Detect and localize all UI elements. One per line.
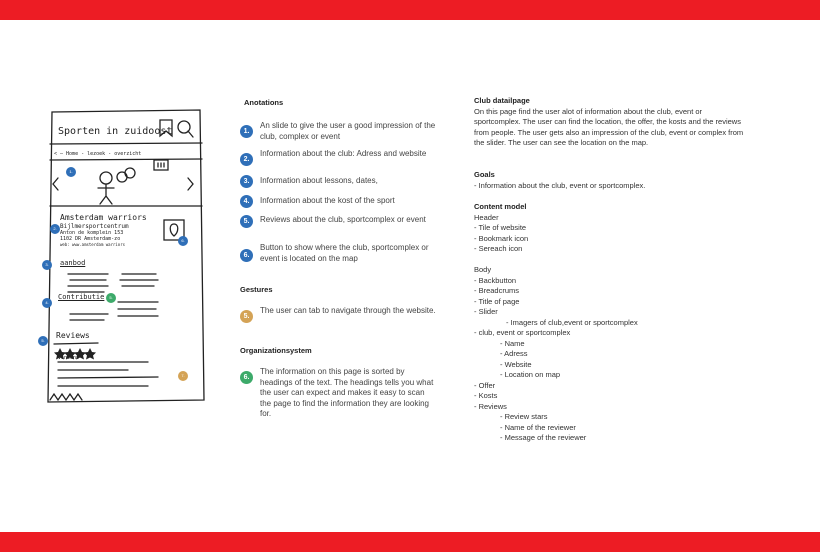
sketch-marker-5-green: 5.: [106, 293, 116, 303]
sketch-address-line2: Anton de komplein 153: [60, 230, 124, 236]
goals-text: - Information about the club, event or sportcomplex.: [474, 180, 646, 190]
header-divider: [50, 143, 202, 144]
annotation-badge-6: 6.: [240, 249, 253, 262]
gestures-heading: Gestures: [240, 285, 273, 294]
organizationsystem-text: The information on this page is sorted by headings of the text. The headings tells you what the user can expect and makes it easy to scan the page to find the information they are looking for.: [260, 367, 434, 418]
sketch-contribution-heading: Contributie: [58, 293, 105, 301]
content-body-item: - Message of the reviewer: [500, 433, 587, 442]
content-body-item: - Adress: [500, 349, 528, 358]
content-header-item: - Tile of website: [474, 223, 527, 232]
sketch-reviewer-name: vincent: [58, 355, 80, 361]
sketch-marker-6: 6.: [178, 236, 188, 246]
details-intro-line: sportcomplex. The user can find the location, the offer, the kosts and the reviews: [474, 117, 741, 126]
content-body-label: Body: [474, 265, 492, 274]
content-body-item: - Slider: [474, 307, 498, 316]
sketch-address-line3: 1102 DR Amsterdam-zo: [60, 236, 121, 242]
content-header-item: - Sereach icon: [474, 244, 523, 253]
content-body-item: - Kosts: [474, 391, 498, 400]
organizationsystem-badge: 6.: [240, 371, 253, 384]
sketch-reviews-heading: Reviews: [56, 331, 90, 340]
content-body-item: - Name: [500, 338, 525, 348]
annotation-badge-4: 4.: [240, 195, 253, 208]
annotation-badge-1: 1.: [240, 125, 253, 138]
annotation-text-2: Information about the club: Adress and website: [260, 149, 427, 158]
sketch-address-line1: Bijlmersportcentrum: [60, 223, 129, 230]
goals-heading: Goals: [474, 170, 495, 179]
sketch-breadcrumb: < — Home - lezoek - overzicht: [54, 151, 142, 157]
top-red-bar: [0, 0, 820, 20]
content-body-item: - Website: [500, 359, 532, 369]
sketch-marker-5: 5.: [38, 336, 48, 346]
sketch-header-title: Sporten in zuidoost: [58, 126, 173, 137]
content-body-item: - Name of the reviewer: [500, 422, 576, 432]
content-body-item: - Offer: [474, 380, 496, 390]
details-intro-line: the slider. The user can see the location on the map.: [474, 138, 649, 147]
annotation-badge-3: 3.: [240, 175, 253, 188]
bottom-red-bar: [0, 532, 820, 552]
annotation-text-1: An slide to give the user a good impression of the club, complex or event: [260, 121, 436, 141]
details-intro-line: On this page find the user alot of information about the club, event or: [474, 106, 703, 116]
content-body-item: - Backbutton: [474, 275, 517, 285]
annotation-text-6: Button to show where the club, sportcomplex or event is located on the map: [260, 243, 429, 263]
annotation-text-4: Information about the kost of the sport: [260, 196, 395, 205]
details-intro-line: from people. The user gets also an impression of the club, event or complex from: [474, 127, 744, 137]
annotation-badge-2: 2.: [240, 153, 253, 166]
content-body-item: - Reviews: [474, 401, 507, 411]
content-header-item: - Bookmark icon: [474, 233, 529, 243]
content-model-heading: Content model: [474, 202, 527, 211]
sketch-marker-3: 3.: [42, 260, 52, 270]
gestures-badge: 5.: [240, 310, 253, 323]
annotation-text-5: Reviews about the club, sportcomplex or event: [260, 215, 426, 224]
content-body-item: - Location on map: [500, 370, 561, 379]
sketch-offer-heading: aanbod: [60, 259, 86, 267]
annotation-badge-5: 5.: [240, 215, 253, 228]
slider-right-arrow: [188, 178, 193, 190]
slider-top: [50, 159, 202, 160]
sketch-marker-7: 7.: [178, 371, 188, 381]
sketch-website-line: web: www.amsterdam warriors: [60, 242, 126, 247]
content-body-item: - club, event or sportcomplex: [474, 328, 571, 337]
content-body-item: - Review stars: [500, 412, 548, 421]
gestures-text: The user can tab to navigate through the website.: [260, 306, 436, 315]
content-body-item: - Imagers of club,event or sportcomplex: [506, 317, 638, 327]
annotation-text-3: Information about lessons, dates,: [260, 176, 378, 185]
sketch-marker-4: 4.: [42, 298, 52, 308]
wireframe-sketch: [38, 100, 218, 420]
content-header-label: Header: [474, 212, 499, 222]
content-body-item: - Title of page: [474, 296, 520, 306]
content-body-item: - Breadcrums: [474, 286, 520, 295]
organizationsystem-heading: Organizationsystem: [240, 346, 312, 355]
details-title: Club datailpage: [474, 96, 530, 105]
sketch-marker-2: 2.: [50, 224, 60, 234]
annotations-heading: Anotations: [244, 98, 284, 107]
sketch-club-name: Amsterdam warriors: [60, 213, 147, 222]
sketch-marker-1: 1.: [66, 167, 76, 177]
slider-left-arrow: [53, 178, 58, 190]
